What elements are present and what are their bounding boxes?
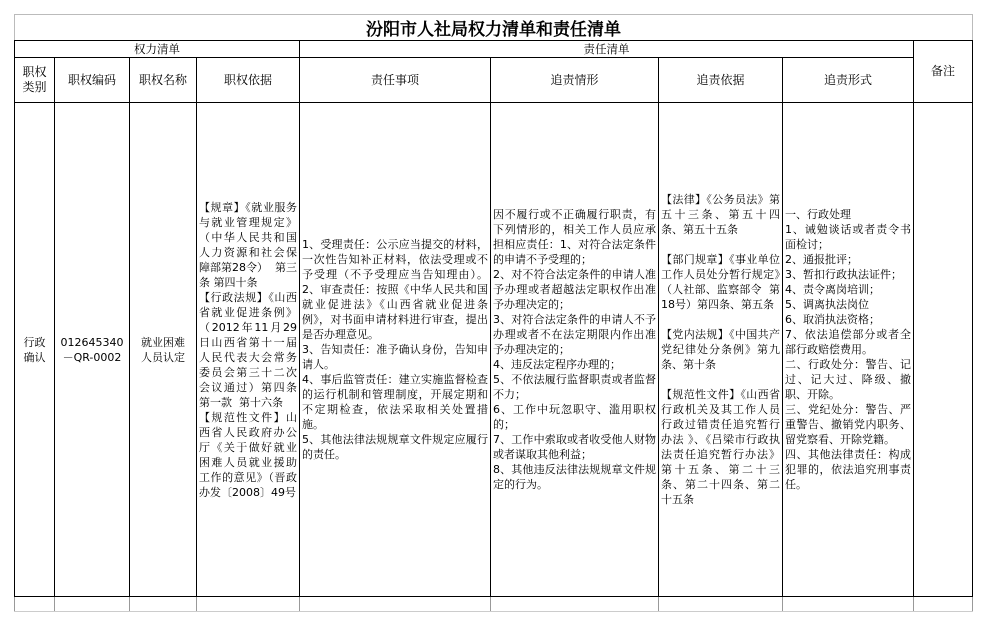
- cell-basis: 【规章】《就业服务与就业管理规定》（中华人民共和国人力资源和社会保障部第28令） 第三条 第四十条 【行政法规】《山西省就业促进条例》（2012年11月29日山西省第十一届人民代表大会常务委员会第三十二次会议通过）第四条第一款 第十六条 【规范性文件】山西省人民政府办公厅《关于做好就业困难人员就业援助工作的意见》（晋政办发〔2008〕49号: [197, 103, 300, 597]
- cell-accountability-basis: 【法律】《公务员法》第五十三条、第五十四条、第五十五条 【部门规章】《事业单位工作人员处分暂行规定》（人社部、监察部令 第18号）第四条、第五条 【党内法规】《中国共产党纪律处分条例》第九条、第十条 【规范性文件】《山西省行政机关及其工作人员行政过错责任追究暂行办法 》、《吕梁市行政执法责任追究暂行办法》第十五条、第二十三条、第二十四条、第二十五条: [659, 103, 783, 597]
- header-name: 职权名称: [130, 58, 197, 103]
- cell-code: 012645340 －QR-0002: [55, 103, 130, 597]
- header-duty: 责任事项: [300, 58, 491, 103]
- spreadsheet: [14, 14, 972, 610]
- header-basis: 职权依据: [197, 58, 300, 103]
- cell-name: 就业困难 人员认定: [130, 103, 197, 597]
- header-accountability-basis: 追责依据: [659, 58, 783, 103]
- cell-remarks: [914, 103, 973, 597]
- section-power-list: 权力清单: [15, 41, 300, 58]
- header-circumstance: 追责情形: [491, 58, 659, 103]
- header-remarks: 备注: [914, 41, 973, 103]
- power-responsibility-table: [14, 14, 973, 612]
- cell-category: 行政 确认: [15, 103, 55, 597]
- cell-duty: 1、受理责任：公示应当提交的材料，一次性告知补正材料，依法受理或不予受理（不予受理应当告知理由）。2、审查责任：按照《中华人民共和国就业促进法》《山西省就业促进条例》，对书面申请材料进行审查，提出是否办理意见。 3、告知责任：准予确认身份，告知申请人。 4、事后监管责任：建立实施监督检查的运行机制和管理制度，开展定期和不定期检查，依法采取相关处置措施。 5、其他法律法规规章文件规定应履行的责任。: [300, 103, 491, 597]
- cell-circumstance: 因不履行或不正确履行职责，有下列情形的，相关工作人员应承担相应责任：1、对符合法定条件的申请不予受理的； 2、对不符合法定条件的申请人准予办理或者超越法定职权作出准予办理决定的； 3、对符合法定条件的申请人不予办理或者不在法定期限内作出准予办理决定的； 4、违反法定程序办理的； 5、不依法履行监督职责或者监督不力； 6、工作中玩忽职守、滥用职权的； 7、工作中索取或者收受他人财物或者谋取其他利益； 8、其他违反法律法规规章文件规定的行为。: [491, 103, 659, 597]
- header-accountability-form: 追责形式: [783, 58, 914, 103]
- table-title: 汾阳市人社局权力清单和责任清单: [15, 15, 973, 41]
- empty-row: [15, 597, 973, 612]
- section-responsibility-list: 责任清单: [300, 41, 914, 58]
- header-category: 职权 类别: [15, 58, 55, 103]
- header-code: 职权编码: [55, 58, 130, 103]
- cell-accountability-form: 一、行政处理 1、诫勉谈话或者责令书面检讨； 2、通报批评； 3、暂扣行政执法证件； 4、责令离岗培训； 5、调离执法岗位 6、取消执法资格； 7、依法追偿部分或者全部行政赔偿费用。 二、行政处分：警告、记过、记大过、降级、撤职、开除。 三、党纪处分：警告、严重警告、撤销党内职务、留党察看、开除党籍。 四、其他法律责任：构成犯罪的，依法追究刑事责任。: [783, 103, 914, 597]
- table-row: [15, 103, 973, 597]
